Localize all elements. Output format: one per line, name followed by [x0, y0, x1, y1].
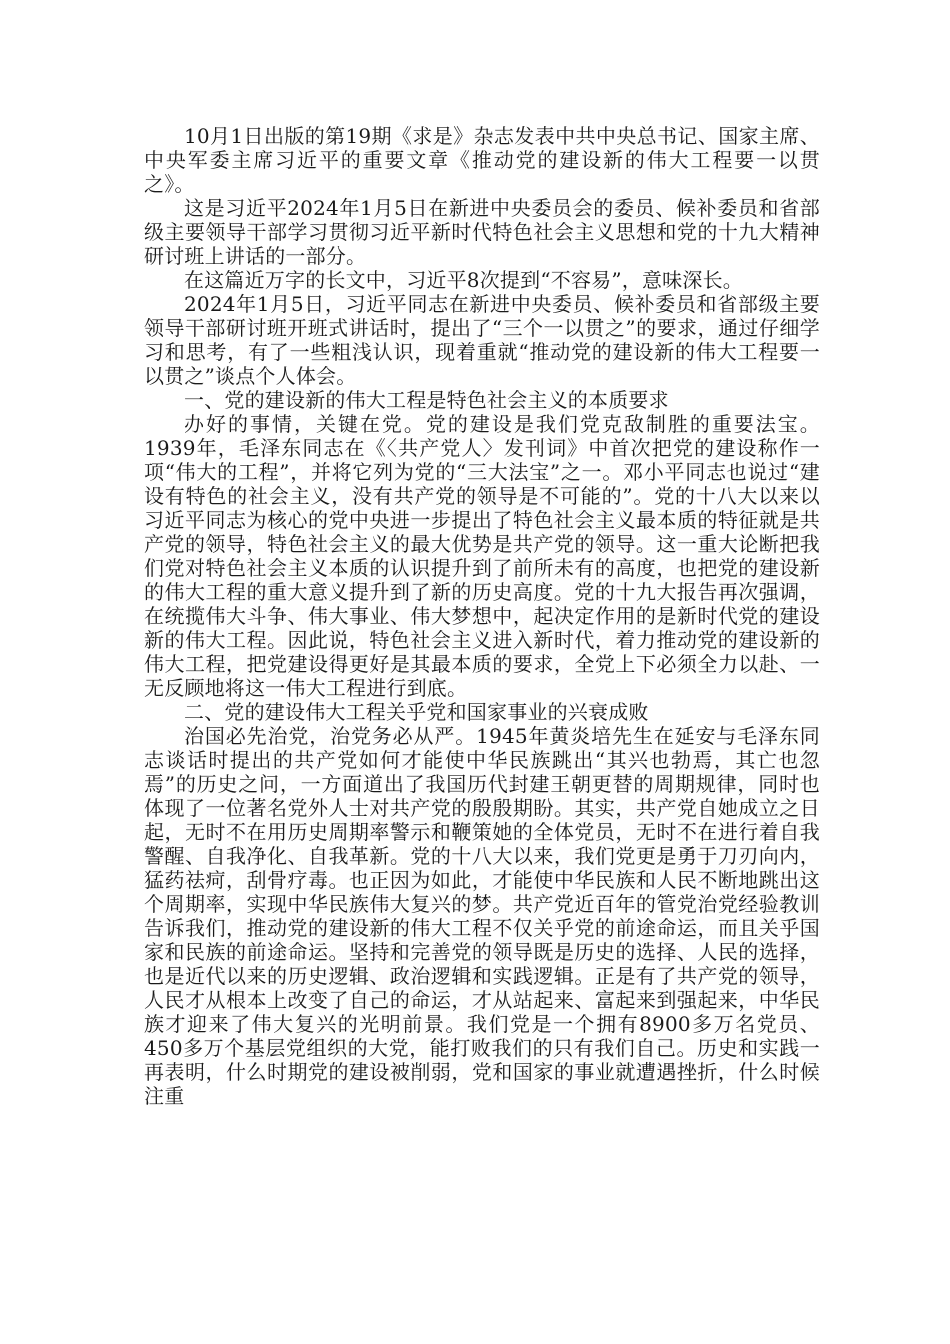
paragraph-not-easy: 在这篇近万字的长文中，习近平8次提到“不容易”，意味深长。: [184, 268, 743, 292]
paragraph-section-1: 办好的事情，关键在党。党的建设是我们党克敌制胜的重要法宝。1939年，毛泽东同志在《〈共产党人〉发刊词》中首次把党的建设称作一项“伟大的工程”，并将它列为党的“三大法宝”之一。邓小平同志也说过“建设有特色的社会主义，没有共产党的领导是不可能的”。党的十八大以来以习近平同志为核心的党中央进一步提出了特色社会主义最本质的特征就是共产党的领导，特色社会主义的最大优势是共产党的领导。这一重大论断把我们党对特色社会主义本质的认识提升到了前所未有的高度，也把党的建设新的伟大工程的重大意义提升到了新的历史高度。党的十九大报告再次强调，在统揽伟大斗争、伟大事业、伟大梦想中，起决定作用的是新时代党的建设新的伟大工程。因此说，特色社会主义进入新时代，着力推动党的建设新的伟大工程，把党建设得更好是其最本质的要求，全党上下必须全力以赴、一无反顾地将这一伟大工程进行到底。: [144, 412, 820, 700]
paragraph-background: 这是习近平2024年1月5日在新进中央委员会的委员、候补委员和省部级主要领导干部学习贯彻习近平新时代特色社会主义思想和党的十九大精神研讨班上讲话的一部分。: [144, 196, 820, 268]
section-heading-1: 一、党的建设新的伟大工程是特色社会主义的本质要求: [184, 388, 669, 412]
section-heading-2: 二、党的建设伟大工程关乎党和国家事业的兴衰成败: [184, 700, 649, 724]
document-body: [144, 124, 820, 1108]
paragraph-intro: 10月1日出版的第19期《求是》杂志发表中共中央总书记、国家主席、中央军委主席习近平的重要文章《推动党的建设新的伟大工程要一以贯之》。: [144, 124, 820, 196]
paragraph-three-requirements: 2024年1月5日，习近平同志在新进中央委员、候补委员和省部级主要领导干部研讨班开班式讲话时，提出了“三个一以贯之”的要求，通过仔细学习和思考，有了一些粗浅认识，现着重就“推动党的建设新的伟大工程要一以贯之”谈点个人体会。: [144, 292, 820, 388]
paragraph-section-2: 治国必先治党，治党务必从严。1945年黄炎培先生在延安与毛泽东同志谈话时提出的共产党如何才能使中华民族跳出“其兴也勃焉，其亡也忽焉”的历史之问，一方面道出了我国历代封建王朝更替的周期规律，同时也体现了一位著名党外人士对共产党的殷殷期盼。其实，共产党自她成立之日起，无时不在用历史周期率警示和鞭策她的全体党员，无时不在进行着自我警醒、自我净化、自我革新。党的十八大以来，我们党更是勇于刀刃向内，猛药祛疴，刮骨疗毒。也正因为如此，才能使中华民族和人民不断地跳出这个周期率，实现中华民族伟大复兴的梦。共产党近百年的管党治党经验教训告诉我们，推动党的建设新的伟大工程不仅关乎党的前途命运，而且关乎国家和民族的前途命运。坚持和完善党的领导既是历史的选择、人民的选择，也是近代以来的历史逻辑、政治逻辑和实践逻辑。正是有了共产党的领导，人民才从根本上改变了自己的命运，才从站起来、富起来到强起来，中华民族才迎来了伟大复兴的光明前景。我们党是一个拥有8900多万名党员、450多万个基层党组织的大党，能打败我们的只有我们自己。历史和实践一再表明，什么时期党的建设被削弱，党和国家的事业就遭遇挫折，什么时候注重: [144, 724, 820, 1108]
